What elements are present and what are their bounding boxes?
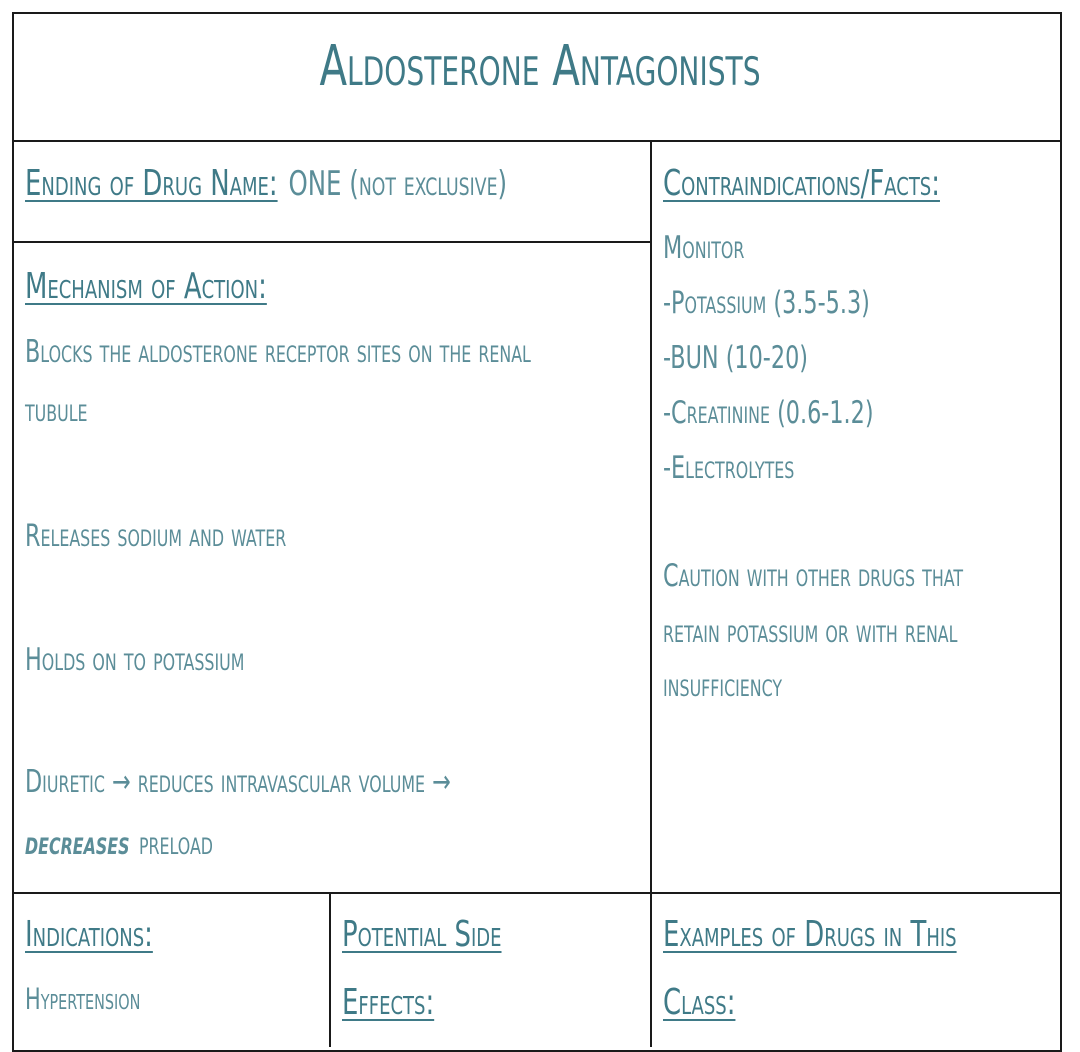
page-title: Aldosterone Antagonists (319, 34, 761, 99)
mechanism-emphasis: decreases (25, 826, 130, 862)
contraindications-label: Contraindications/Facts: (663, 163, 940, 204)
contraindications-line: -Electrolytes (663, 450, 795, 486)
examples-label: Examples of Drugs in This (663, 914, 957, 955)
contraindications-line: Caution with other drugs that (663, 558, 964, 594)
ending-value: ONE (not exclusive) (288, 164, 508, 204)
divider-vertical-bottom (329, 892, 331, 1047)
side-effects-label: Potential Side (342, 914, 502, 955)
indications-label: Indications: (25, 914, 153, 955)
mechanism-line: preload (138, 826, 213, 862)
ending-row (25, 163, 507, 204)
divider-vertical-main (650, 140, 652, 1047)
ending-label: Ending of Drug Name: (25, 163, 278, 204)
mechanism-line: Releases sodium and water (25, 518, 287, 554)
mechanism-line: Holds on to potassium (25, 642, 245, 678)
contraindications-line: retain potassium or with renal (663, 614, 958, 650)
contraindications-line: -BUN (10-20) (663, 340, 808, 376)
contraindications-line: -Potassium (3.5-5.3) (663, 285, 870, 321)
mechanism-last-line (25, 826, 213, 862)
divider-ending (12, 241, 652, 243)
mechanism-line: tubule (25, 393, 88, 429)
mechanism-line: Blocks the aldosterone receptor sites on the renal (25, 334, 531, 370)
indications-line: Hypertension (25, 982, 141, 1016)
divider-bottom-row (12, 892, 1062, 894)
mechanism-line: Diuretic → reduces intravascular volume → (25, 764, 451, 800)
mechanism-label: Mechanism of Action: (25, 266, 267, 307)
contraindications-line: -Creatinine (0.6-1.2) (663, 395, 874, 431)
contraindications-line: insufficiency (663, 668, 783, 704)
side-effects-label: Effects: (342, 982, 435, 1023)
divider-title (12, 140, 1062, 142)
examples-label: Class: (663, 982, 736, 1023)
contraindications-line: Monitor (663, 230, 745, 266)
